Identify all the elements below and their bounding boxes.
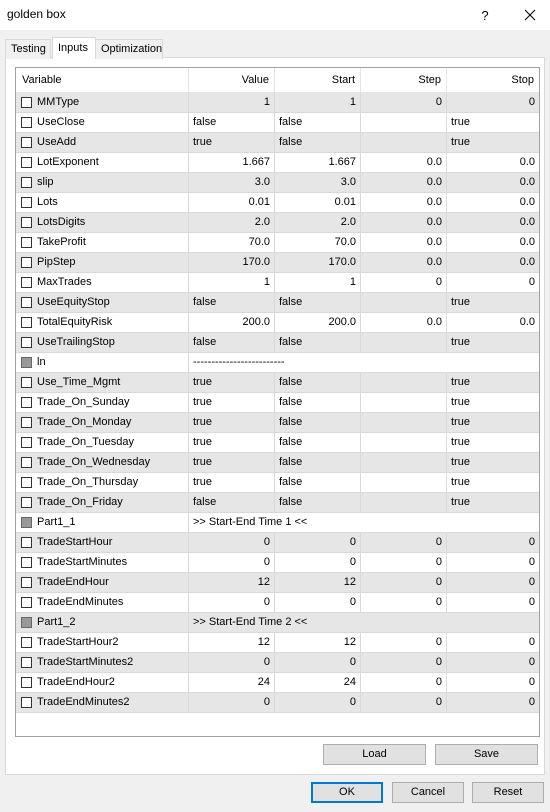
start-cell[interactable]: 0 (275, 593, 361, 612)
close-icon (524, 9, 536, 21)
optimize-checkbox[interactable] (21, 677, 32, 688)
variable-name: TakeProfit (37, 236, 86, 248)
optimize-checkbox[interactable] (21, 597, 32, 608)
step-cell[interactable]: 0 (361, 633, 447, 652)
variable-name: Use_Time_Mgmt (37, 376, 121, 388)
table-row[interactable] (16, 333, 539, 353)
table-row[interactable] (16, 413, 539, 433)
stop-cell[interactable]: true (451, 496, 470, 508)
variable-cell (16, 253, 189, 272)
column-header-stop[interactable]: Stop (511, 74, 534, 86)
table-row[interactable] (16, 233, 539, 253)
value-cell[interactable]: 0 (189, 593, 275, 612)
stop-cell[interactable]: 0.0 (519, 236, 535, 248)
variable-name: TradeEndMinutes (37, 596, 124, 608)
optimize-checkbox[interactable] (21, 497, 32, 508)
step-cell[interactable]: 0 (361, 593, 447, 612)
value-cell[interactable]: 0 (189, 533, 275, 552)
value-cell[interactable]: 0 (189, 653, 275, 672)
table-row[interactable] (16, 133, 539, 153)
variable-name: UseTrailingStop (37, 336, 115, 348)
variable-cell (16, 193, 189, 212)
start-cell[interactable]: false (275, 113, 361, 132)
step-cell[interactable]: 0 (361, 533, 447, 552)
variable-cell (16, 413, 189, 432)
title-bar (0, 0, 550, 30)
variable-name: TradeEndHour (37, 576, 109, 588)
optimize-checkbox[interactable] (21, 137, 32, 148)
variable-cell (16, 273, 189, 292)
variable-name: ln (37, 356, 46, 368)
stop-cell[interactable]: 0.0 (519, 196, 535, 208)
stop-cell[interactable]: 0 (528, 676, 535, 688)
variable-cell (16, 673, 189, 692)
variable-name: Trade_On_Sunday (37, 396, 130, 408)
help-icon: ? (481, 7, 489, 23)
table-row[interactable] (16, 693, 539, 713)
optimize-checkbox[interactable] (21, 177, 32, 188)
variable-name: Trade_On_Friday (37, 496, 123, 508)
optimize-checkbox[interactable] (21, 277, 32, 288)
table-row[interactable] (16, 293, 539, 313)
variable-name: TradeStartHour2 (37, 636, 119, 648)
value-cell[interactable]: ------------------------- (193, 356, 285, 368)
step-cell[interactable]: 0 (361, 573, 447, 592)
variable-name: MaxTrades (37, 276, 92, 288)
variable-cell (16, 633, 189, 652)
value-cell[interactable]: 2.0 (189, 213, 275, 232)
start-cell[interactable]: 170.0 (275, 253, 361, 272)
tab-inputs[interactable]: Inputs (52, 37, 96, 59)
variable-cell (16, 573, 189, 592)
stop-cell[interactable]: true (451, 116, 470, 128)
optimize-checkbox[interactable] (21, 117, 32, 128)
optimize-checkbox[interactable] (21, 157, 32, 168)
step-cell[interactable] (361, 333, 447, 352)
start-cell[interactable]: false (275, 493, 361, 512)
value-cell[interactable]: 200.0 (189, 313, 275, 332)
start-cell[interactable]: false (275, 393, 361, 412)
optimize-checkbox[interactable] (21, 97, 32, 108)
table-row[interactable] (16, 593, 539, 613)
variable-cell (16, 213, 189, 232)
variable-name: Part1_1 (37, 516, 76, 528)
load-button[interactable]: Load (323, 744, 426, 765)
stop-cell[interactable]: 0 (528, 536, 535, 548)
variable-cell (16, 473, 189, 492)
table-row[interactable] (16, 373, 539, 393)
variable-name: Trade_On_Thursday (37, 476, 139, 488)
optimize-checkbox[interactable] (21, 417, 32, 428)
step-cell[interactable]: 0.0 (361, 213, 447, 232)
variable-name: TradeStartMinutes2 (37, 656, 134, 668)
start-cell[interactable]: 2.0 (275, 213, 361, 232)
variable-cell (16, 353, 189, 372)
step-cell[interactable]: 0.0 (361, 313, 447, 332)
optimize-checkbox[interactable] (21, 317, 32, 328)
table-row[interactable] (16, 213, 539, 233)
optimize-checkbox[interactable] (21, 237, 32, 248)
step-cell[interactable] (361, 133, 447, 152)
optimize-checkbox[interactable] (21, 617, 32, 628)
table-row[interactable] (16, 673, 539, 693)
variable-name: TradeEndHour2 (37, 676, 115, 688)
stop-cell[interactable]: 0 (528, 576, 535, 588)
reset-button[interactable]: Reset (472, 782, 544, 803)
column-header-step[interactable]: Step (361, 68, 447, 93)
variable-cell (16, 533, 189, 552)
step-cell[interactable]: 0.0 (361, 153, 447, 172)
step-cell[interactable] (361, 413, 447, 432)
start-cell[interactable]: 1.667 (275, 153, 361, 172)
value-cell[interactable]: true (189, 433, 275, 452)
variable-cell (16, 373, 189, 392)
table-row[interactable] (16, 393, 539, 413)
value-cell[interactable]: false (189, 293, 275, 312)
start-cell[interactable]: 70.0 (275, 233, 361, 252)
variable-cell (16, 513, 189, 532)
variable-name: Lots (37, 196, 58, 208)
table-row[interactable] (16, 153, 539, 173)
optimize-checkbox[interactable] (21, 477, 32, 488)
help-button[interactable] (462, 0, 508, 30)
column-header-start[interactable]: Start (275, 68, 361, 93)
value-cell[interactable]: 0 (189, 553, 275, 572)
value-cell[interactable]: true (189, 453, 275, 472)
table-row[interactable] (16, 193, 539, 213)
value-cell[interactable]: 70.0 (189, 233, 275, 252)
table-row[interactable] (16, 433, 539, 453)
variable-cell (16, 93, 189, 112)
variable-cell (16, 113, 189, 132)
stop-cell[interactable]: true (451, 296, 470, 308)
variable-cell (16, 333, 189, 352)
step-cell[interactable] (361, 373, 447, 392)
optimize-checkbox[interactable] (21, 437, 32, 448)
start-cell[interactable]: false (275, 293, 361, 312)
step-cell[interactable] (361, 493, 447, 512)
stop-cell[interactable]: 0 (528, 696, 535, 708)
optimize-checkbox[interactable] (21, 257, 32, 268)
optimize-checkbox[interactable] (21, 337, 32, 348)
step-cell[interactable]: 0 (361, 93, 447, 112)
table-row[interactable] (16, 553, 539, 573)
variable-name: TotalEquityRisk (37, 316, 113, 328)
stop-cell[interactable]: 0 (528, 96, 535, 108)
variable-name: Trade_On_Monday (37, 416, 132, 428)
value-cell[interactable]: true (189, 133, 275, 152)
stop-cell[interactable]: 0.0 (519, 216, 535, 228)
stop-cell[interactable]: true (451, 436, 470, 448)
start-cell[interactable]: false (275, 133, 361, 152)
stop-cell[interactable]: 0.0 (519, 316, 535, 328)
variable-name: TradeStartMinutes (37, 556, 128, 568)
variable-name: TradeEndMinutes2 (37, 696, 130, 708)
value-cell[interactable]: 12 (189, 573, 275, 592)
start-cell[interactable]: 3.0 (275, 173, 361, 192)
stop-cell[interactable]: true (451, 136, 470, 148)
start-cell[interactable]: 12 (275, 573, 361, 592)
close-button[interactable] (507, 0, 550, 30)
value-cell[interactable]: 0 (189, 693, 275, 712)
optimize-checkbox[interactable] (21, 297, 32, 308)
variable-name: LotsDigits (37, 216, 86, 228)
step-cell[interactable] (361, 293, 447, 312)
variable-cell (16, 233, 189, 252)
variable-cell (16, 453, 189, 472)
value-cell[interactable]: false (189, 113, 275, 132)
variable-cell (16, 133, 189, 152)
variable-cell (16, 693, 189, 712)
step-cell[interactable] (361, 113, 447, 132)
stop-cell[interactable]: true (451, 396, 470, 408)
start-cell[interactable]: 1 (275, 273, 361, 292)
table-row[interactable] (16, 313, 539, 333)
table-row[interactable] (16, 113, 539, 133)
variable-name: LotExponent (37, 156, 99, 168)
optimize-checkbox[interactable] (21, 197, 32, 208)
step-cell[interactable]: 0 (361, 653, 447, 672)
stop-cell[interactable]: 0 (528, 596, 535, 608)
value-cell[interactable]: 24 (189, 673, 275, 692)
step-cell[interactable] (361, 473, 447, 492)
value-cell[interactable]: 1 (189, 93, 275, 112)
variable-name: TradeStartHour (37, 536, 113, 548)
step-cell[interactable]: 0 (361, 673, 447, 692)
start-cell[interactable]: false (275, 433, 361, 452)
variable-name: UseClose (37, 116, 85, 128)
optimize-checkbox[interactable] (21, 537, 32, 548)
stop-cell[interactable]: true (451, 336, 470, 348)
variable-cell (16, 393, 189, 412)
start-cell[interactable]: false (275, 373, 361, 392)
value-cell[interactable]: >> Start-End Time 2 << (193, 616, 308, 628)
stop-cell[interactable]: 0 (528, 556, 535, 568)
variable-cell (16, 493, 189, 512)
table-row[interactable] (16, 573, 539, 593)
value-cell[interactable]: 0.01 (189, 193, 275, 212)
value-cell[interactable]: >> Start-End Time 1 << (193, 516, 308, 528)
step-cell[interactable]: 0.0 (361, 173, 447, 192)
variable-cell (16, 613, 189, 632)
start-cell[interactable]: 0 (275, 553, 361, 572)
table-row[interactable] (16, 353, 539, 373)
table-row[interactable] (16, 533, 539, 553)
table-row[interactable] (16, 273, 539, 293)
column-header-variable[interactable]: Variable (16, 68, 189, 93)
optimize-checkbox[interactable] (21, 377, 32, 388)
start-cell[interactable]: 0 (275, 693, 361, 712)
table-row[interactable] (16, 513, 539, 533)
table-row[interactable] (16, 173, 539, 193)
variable-cell (16, 293, 189, 312)
stop-cell[interactable]: true (451, 376, 470, 388)
start-cell[interactable]: false (275, 413, 361, 432)
optimize-checkbox[interactable] (21, 357, 32, 368)
start-cell[interactable]: 12 (275, 633, 361, 652)
value-cell[interactable]: true (189, 413, 275, 432)
variable-cell (16, 313, 189, 332)
step-cell[interactable]: 0 (361, 553, 447, 572)
inputs-grid (15, 67, 540, 737)
grid-header (16, 68, 539, 93)
optimize-checkbox[interactable] (21, 657, 32, 668)
stop-cell[interactable]: 0 (528, 276, 535, 288)
optimize-checkbox[interactable] (21, 397, 32, 408)
start-cell[interactable]: 24 (275, 673, 361, 692)
tab-testing[interactable]: Testing (5, 39, 51, 59)
variable-cell (16, 653, 189, 672)
table-row[interactable] (16, 253, 539, 273)
stop-cell[interactable]: 0.0 (519, 176, 535, 188)
start-cell[interactable]: 1 (275, 93, 361, 112)
cancel-button[interactable]: Cancel (392, 782, 464, 803)
value-cell[interactable]: 1 (189, 273, 275, 292)
value-cell[interactable]: 1.667 (189, 153, 275, 172)
value-cell[interactable]: false (189, 493, 275, 512)
stop-cell[interactable]: true (451, 456, 470, 468)
optimize-checkbox[interactable] (21, 217, 32, 228)
step-cell[interactable] (361, 393, 447, 412)
table-row[interactable] (16, 453, 539, 473)
ok-button[interactable]: OK (311, 782, 383, 803)
value-cell[interactable]: true (189, 373, 275, 392)
value-cell[interactable]: 12 (189, 633, 275, 652)
step-cell[interactable]: 0 (361, 693, 447, 712)
stop-cell[interactable]: 0.0 (519, 256, 535, 268)
table-row[interactable] (16, 93, 539, 113)
value-cell[interactable]: false (189, 333, 275, 352)
value-cell[interactable]: 170.0 (189, 253, 275, 272)
column-header-value[interactable]: Value (189, 68, 275, 93)
step-cell[interactable]: 0.0 (361, 253, 447, 272)
optimize-checkbox[interactable] (21, 457, 32, 468)
variable-cell (16, 433, 189, 452)
variable-name: UseEquityStop (37, 296, 110, 308)
table-row[interactable] (16, 613, 539, 633)
variable-name: slip (37, 176, 54, 188)
variable-name: Trade_On_Wednesday (37, 456, 151, 468)
optimize-checkbox[interactable] (21, 557, 32, 568)
start-cell[interactable]: 200.0 (275, 313, 361, 332)
variable-cell (16, 173, 189, 192)
start-cell[interactable]: false (275, 473, 361, 492)
optimize-checkbox[interactable] (21, 637, 32, 648)
stop-cell[interactable]: 0 (528, 656, 535, 668)
start-cell[interactable]: false (275, 453, 361, 472)
step-cell[interactable] (361, 433, 447, 452)
start-cell[interactable]: 0 (275, 533, 361, 552)
save-button[interactable]: Save (435, 744, 538, 765)
optimize-checkbox[interactable] (21, 517, 32, 528)
variable-name: Trade_On_Tuesday (37, 436, 135, 448)
optimize-checkbox[interactable] (21, 577, 32, 588)
optimize-checkbox[interactable] (21, 697, 32, 708)
variable-name: UseAdd (37, 136, 77, 148)
variable-name: PipStep (37, 256, 76, 268)
stop-cell[interactable]: 0.0 (519, 156, 535, 168)
value-cell[interactable]: true (189, 473, 275, 492)
variable-cell (16, 593, 189, 612)
variable-cell (16, 553, 189, 572)
step-cell[interactable]: 0.0 (361, 233, 447, 252)
table-row[interactable] (16, 653, 539, 673)
value-cell[interactable]: true (189, 393, 275, 412)
variable-name: MMType (37, 96, 80, 108)
tab-optimization[interactable]: Optimization (95, 39, 163, 59)
value-cell[interactable]: 3.0 (189, 173, 275, 192)
table-row[interactable] (16, 633, 539, 653)
table-row[interactable] (16, 473, 539, 493)
stop-cell[interactable]: 0 (528, 636, 535, 648)
variable-cell (16, 153, 189, 172)
step-cell[interactable] (361, 453, 447, 472)
variable-name: Part1_2 (37, 616, 76, 628)
start-cell[interactable]: false (275, 333, 361, 352)
step-cell[interactable]: 0 (361, 273, 447, 292)
stop-cell[interactable]: true (451, 416, 470, 428)
step-cell[interactable]: 0.0 (361, 193, 447, 212)
table-row[interactable] (16, 493, 539, 513)
start-cell[interactable]: 0.01 (275, 193, 361, 212)
window-title: golden box (7, 7, 66, 21)
start-cell[interactable]: 0 (275, 653, 361, 672)
stop-cell[interactable]: true (451, 476, 470, 488)
